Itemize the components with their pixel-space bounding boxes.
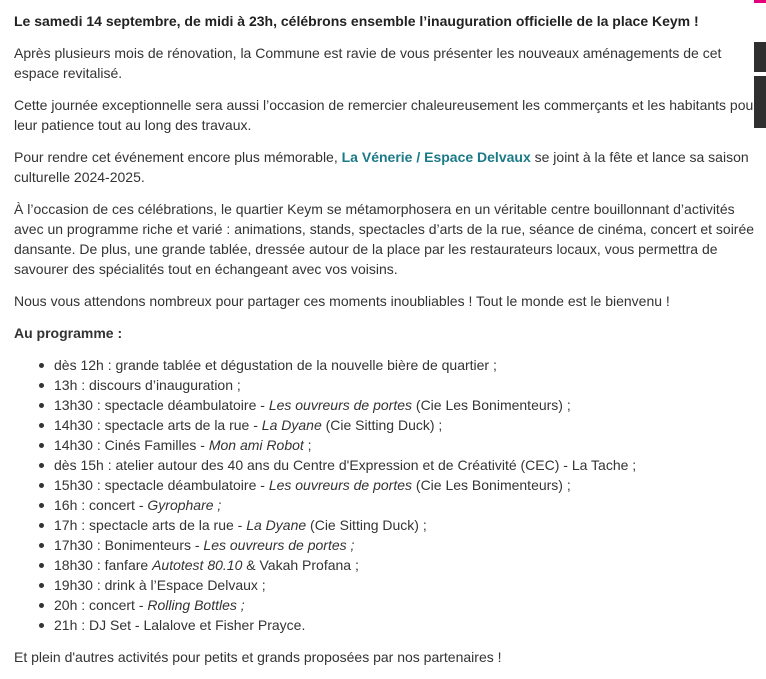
program-list-item [38,515,759,535]
program-item-title: Mon ami Robot [208,437,304,453]
paragraph-invitation: Nous vous attendons nombreux pour partager ces moments inoubliables ! Tout le monde est le bienvenu ! [14,293,670,309]
program-item-text: (Cie Sitting Duck) ; [306,517,427,533]
paragraph-text: se joint à la fête et lance sa saison culturelle 2024-2025. [14,149,749,185]
program-item-title: Les ouvreurs de portes [268,397,413,413]
program-list-item [38,495,759,515]
program-list-item [38,435,759,455]
program-item-text: 20h : concert - [54,597,148,613]
paragraph-thanks: Cette journée exceptionnelle sera aussi l’occasion de remercier chaleureusement les commerçants et les habitants pou leur patience tout au long des travaux. [14,97,754,133]
program-item-title: Les ouvreurs de portes [268,477,413,493]
article-headline: Le samedi 14 septembre, de midi à 23h, célébrons ensemble l’inauguration officielle de la place Keym ! [14,13,699,29]
program-item-title: Gyrophare ; [147,497,222,513]
program-item-text: ; [303,437,312,453]
program-item-text: 14h30 : spectacle arts de la rue - [54,417,262,433]
program-list-item [38,455,759,475]
program-item-text: 15h30 : spectacle déambulatoire - [54,477,269,493]
paragraph-activities: À l’occasion de ces célébrations, le quartier Keym se métamorphosera en un véritable centre bouillonnant d’activités avec un programme riche et varié : animations, stands, spectacles d’arts de la rue, séance de cinéma, concert et soirée dansante. De plus, une grande tablée, dressée autour de la place par les restaurateurs locaux, vous permettra de savourer des spécialités tout en échangeant avec vos voisins. [14,201,755,277]
program-list-item [38,375,759,395]
program-list-item [38,355,759,375]
program-list-item [38,555,759,575]
program-item-title: Autotest 80.10 [152,557,243,573]
program-item-text: 18h30 : fanfare [54,557,153,573]
paragraph-text: Pour rendre cet événement encore plus mémorable, [14,149,342,165]
program-item-text: 21h : DJ Set - Lalalove et Fisher Prayce. [54,617,306,633]
program-item-text: 16h : concert - [54,497,148,513]
program-list-item [38,615,759,635]
program-item-text: 14h30 : Cinés Familles - [54,437,209,453]
program-item-text: dès 15h : atelier autour des 40 ans du Centre d'Expression et de Créativité (CEC) - La Tache ; [54,457,637,473]
program-item-text: 17h30 : Bonimenteurs - [54,537,204,553]
program-item-text: & Vakah Profana ; [242,557,359,573]
program-list-item [38,595,759,615]
program-list [14,355,759,635]
program-list-item [38,535,759,555]
program-item-text: 13h30 : spectacle déambulatoire - [54,397,269,413]
program-item-text: 17h : spectacle arts de la rue - [54,517,247,533]
venerie-link[interactable]: La Vénerie / Espace Delvaux [341,149,531,165]
program-item-text: (Cie Les Bonimenteurs) ; [412,477,571,493]
paragraph-renovation: Après plusieurs mois de rénovation, la Commune est ravie de vous présenter les nouveaux aménagements de cet espace revitalisé. [14,45,722,81]
program-item-text: 13h : discours d’inauguration ; [54,377,241,393]
program-title: Au programme : [14,325,123,341]
program-item-title: Les ouvreurs de portes ; [203,537,355,553]
program-item-title: Rolling Bottles ; [147,597,245,613]
closing-paragraph: Et plein d'autres activités pour petits et grands proposées par nos partenaires ! [14,649,502,665]
program-item-text: 19h30 : drink à l’Espace Delvaux ; [54,577,266,593]
program-list-item [38,475,759,495]
article-body [14,0,759,679]
program-item-text: dès 12h : grande tablée et dégustation de la nouvelle bière de quartier ; [54,357,497,373]
paragraph-venerie [14,147,759,187]
program-item-text: (Cie Sitting Duck) ; [321,417,443,433]
program-item-title: La Dyane [246,517,307,533]
program-list-item [38,415,759,435]
program-list-item [38,395,759,415]
program-list-item [38,575,759,595]
program-item-title: La Dyane [261,417,322,433]
program-item-text: (Cie Les Bonimenteurs) ; [412,397,571,413]
